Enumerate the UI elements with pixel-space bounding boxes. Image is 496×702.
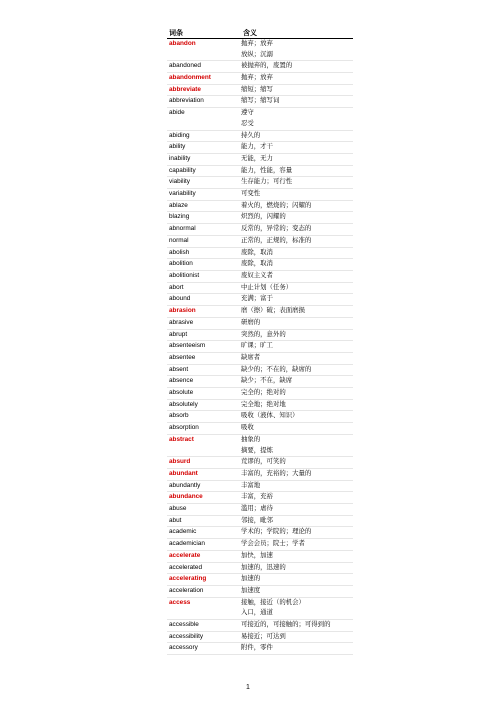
meaning-cell bbox=[241, 504, 353, 515]
term-cell: absenteeism bbox=[169, 342, 206, 350]
meaning-line: 无能，无力 bbox=[241, 154, 273, 162]
meaning-cell bbox=[241, 539, 353, 550]
term-cell: normal bbox=[169, 236, 189, 244]
term-cell: absent bbox=[169, 365, 189, 373]
term-cell: acceleration bbox=[169, 586, 204, 594]
meaning-cell bbox=[241, 469, 353, 480]
meaning-column-header: 含义 bbox=[243, 30, 257, 37]
meaning-cell bbox=[241, 586, 353, 597]
meaning-cell bbox=[241, 248, 353, 259]
table-body bbox=[167, 39, 353, 655]
meaning-cell bbox=[241, 400, 353, 411]
table-row bbox=[167, 353, 353, 365]
table-row bbox=[167, 423, 353, 435]
term-cell: capability bbox=[169, 166, 196, 174]
meaning-line: 吸收（液体、知识） bbox=[241, 412, 299, 420]
meaning-line: 着火的，燃烧的；闪耀的 bbox=[241, 201, 312, 209]
meaning-cell bbox=[241, 73, 353, 84]
meaning-line: 废除，取消 bbox=[241, 248, 273, 256]
meaning-cell bbox=[241, 189, 353, 200]
term-cell: absorb bbox=[169, 412, 189, 420]
meaning-line: 研磨的 bbox=[241, 318, 261, 326]
meaning-cell bbox=[241, 365, 353, 376]
term-cell: abiding bbox=[169, 131, 190, 139]
table-row bbox=[167, 318, 353, 330]
table-row bbox=[167, 224, 353, 236]
meaning-cell bbox=[241, 330, 353, 341]
meaning-line: 炽烈的，闪耀的 bbox=[241, 213, 286, 221]
table-row bbox=[167, 457, 353, 469]
meaning-cell bbox=[241, 598, 353, 619]
meaning-cell bbox=[241, 177, 353, 188]
table-row bbox=[167, 516, 353, 528]
meaning-cell bbox=[241, 411, 353, 422]
meaning-cell bbox=[241, 457, 353, 468]
term-cell: absorption bbox=[169, 424, 199, 432]
meaning-line: 能力，性能，容量 bbox=[241, 166, 293, 174]
meaning-cell bbox=[241, 201, 353, 212]
table-row bbox=[167, 306, 353, 318]
term-cell: absolutely bbox=[169, 400, 198, 408]
table-row bbox=[167, 154, 353, 166]
table-row bbox=[167, 177, 353, 189]
meaning-cell bbox=[241, 154, 353, 165]
table-row bbox=[167, 388, 353, 400]
table-row bbox=[167, 411, 353, 423]
table-row bbox=[167, 620, 353, 632]
table-row bbox=[167, 142, 353, 154]
term-cell: abbreviation bbox=[169, 97, 204, 105]
table-row bbox=[167, 435, 353, 457]
meaning-line: 抛弃；放弃 bbox=[241, 74, 273, 82]
meaning-line: 完全地；绝对地 bbox=[241, 400, 286, 408]
meaning-line: 易接近；可达到 bbox=[241, 632, 286, 640]
meaning-line: 废奴主义者 bbox=[241, 272, 273, 279]
term-cell: variability bbox=[169, 190, 196, 198]
term-cell: abandon bbox=[169, 40, 196, 47]
table-row bbox=[167, 131, 353, 143]
term-cell: ability bbox=[169, 143, 186, 151]
term-cell: abrasion bbox=[169, 307, 196, 315]
meaning-line: 旷课；旷工 bbox=[241, 342, 273, 350]
meaning-line: 充满；富于 bbox=[241, 295, 273, 303]
table-row bbox=[167, 365, 353, 377]
meaning-cell bbox=[241, 376, 353, 387]
table-row bbox=[167, 643, 353, 655]
table-row bbox=[167, 108, 353, 130]
term-cell: access bbox=[169, 598, 191, 606]
meaning-line: 丰富的，充裕的；大量的 bbox=[241, 469, 312, 477]
meaning-cell bbox=[241, 492, 353, 503]
meaning-cell bbox=[241, 259, 353, 270]
meaning-cell bbox=[241, 318, 353, 329]
meaning-cell bbox=[241, 271, 353, 282]
meaning-line: 缺少；不在，缺席 bbox=[241, 377, 293, 385]
term-cell: abundant bbox=[169, 469, 198, 477]
term-cell: abbreviate bbox=[169, 85, 201, 93]
meaning-cell bbox=[241, 563, 353, 574]
meaning-cell bbox=[241, 61, 353, 72]
table-row bbox=[167, 283, 353, 295]
term-cell: abolish bbox=[169, 248, 190, 256]
table-row bbox=[167, 563, 353, 575]
meaning-line: 加速的 bbox=[241, 575, 261, 583]
meaning-line: 正常的，正规的，标准的 bbox=[241, 236, 312, 244]
meaning-cell bbox=[241, 620, 353, 631]
meaning-line: 缩短；缩写 bbox=[241, 85, 273, 93]
term-cell: accelerated bbox=[169, 563, 203, 571]
table-row bbox=[167, 73, 353, 85]
meaning-line: 抽象的 bbox=[241, 435, 261, 443]
meaning-line: 持久的 bbox=[241, 131, 261, 139]
table-row bbox=[167, 574, 353, 586]
table-row bbox=[167, 248, 353, 260]
term-cell: accelerate bbox=[169, 551, 201, 559]
table-row bbox=[167, 492, 353, 504]
table-row bbox=[167, 166, 353, 178]
table-row bbox=[167, 341, 353, 353]
meaning-cell bbox=[241, 85, 353, 96]
meaning-cell bbox=[241, 212, 353, 223]
meaning-line: 缺少的；不在的，缺席的 bbox=[241, 365, 312, 373]
meaning-cell bbox=[241, 574, 353, 585]
table-row bbox=[167, 539, 353, 551]
table-row bbox=[167, 527, 353, 539]
meaning-cell bbox=[241, 435, 353, 456]
page-number: 1 bbox=[246, 684, 250, 691]
table-row bbox=[167, 504, 353, 516]
term-cell: accessory bbox=[169, 644, 198, 652]
meaning-line: 中止计划（任务） bbox=[241, 283, 293, 291]
table-header bbox=[167, 28, 353, 39]
table-row bbox=[167, 189, 353, 201]
meaning-cell bbox=[241, 294, 353, 305]
meaning-cell bbox=[241, 341, 353, 352]
meaning-line: 抛弃；放弃 bbox=[241, 40, 273, 47]
meaning-line: 可接近的，可接触的；可得到的 bbox=[241, 621, 331, 629]
term-cell: blazing bbox=[169, 213, 190, 221]
term-cell: absurd bbox=[169, 458, 191, 466]
term-cell: abandoned bbox=[169, 62, 201, 70]
table-row bbox=[167, 236, 353, 248]
meaning-line: 被抛弃的，废置的 bbox=[241, 62, 293, 70]
term-cell: abolition bbox=[169, 260, 193, 268]
meaning-line: 接触，接近（的机会） bbox=[241, 598, 305, 606]
meaning-line: 生存能力；可行性 bbox=[241, 178, 293, 186]
meaning-line: 能力，才干 bbox=[241, 143, 273, 151]
meaning-line: 附件，零件 bbox=[241, 644, 273, 652]
table-row bbox=[167, 85, 353, 97]
term-cell: abundance bbox=[169, 493, 203, 501]
meaning-line: 加快，加速 bbox=[241, 551, 273, 559]
term-cell: viability bbox=[169, 178, 190, 186]
meaning-line: 吸收 bbox=[241, 424, 254, 432]
term-cell: academician bbox=[169, 540, 205, 548]
term-cell: abstract bbox=[169, 435, 194, 443]
meaning-cell bbox=[241, 224, 353, 235]
meaning-cell bbox=[241, 236, 353, 247]
table-row bbox=[167, 39, 353, 61]
term-cell: accelerating bbox=[169, 575, 207, 583]
term-cell: abundantly bbox=[169, 481, 201, 489]
meaning-line: 学会会员；院士；学者 bbox=[241, 540, 305, 548]
term-cell: inability bbox=[169, 154, 191, 162]
meaning-cell bbox=[241, 283, 353, 294]
meaning-line: 滥用；虐待 bbox=[241, 505, 273, 513]
table-row bbox=[167, 481, 353, 493]
term-cell: abrasive bbox=[169, 318, 194, 326]
meaning-line: 可变性 bbox=[241, 190, 261, 198]
table-row bbox=[167, 271, 353, 283]
term-cell: abuse bbox=[169, 505, 187, 513]
meaning-cell bbox=[241, 643, 353, 654]
term-column-header: 词条 bbox=[169, 30, 183, 37]
meaning-cell bbox=[241, 551, 353, 562]
meaning-line: 荒谬的，可笑的 bbox=[241, 458, 286, 466]
meaning-line: 缺席者 bbox=[241, 353, 261, 361]
meaning-cell bbox=[241, 632, 353, 643]
table-row bbox=[167, 376, 353, 388]
term-cell: abort bbox=[169, 283, 184, 291]
meaning-cell bbox=[241, 108, 353, 129]
term-cell: abound bbox=[169, 295, 191, 303]
meaning-line: 缩写；缩写词 bbox=[241, 97, 280, 105]
term-cell: abnormal bbox=[169, 225, 196, 233]
table-row bbox=[167, 61, 353, 73]
meaning-line: 丰富，充裕 bbox=[241, 493, 273, 501]
meaning-cell bbox=[241, 131, 353, 142]
term-cell: accessibility bbox=[169, 632, 204, 640]
meaning-line: 丰富地 bbox=[241, 481, 261, 489]
table-row bbox=[167, 586, 353, 598]
term-cell: abolitionist bbox=[169, 272, 200, 279]
meaning-line: 加速度 bbox=[241, 586, 261, 594]
term-cell: abandonment bbox=[169, 74, 211, 82]
meaning-cell bbox=[241, 423, 353, 434]
meaning-line: 废除，取消 bbox=[241, 260, 273, 268]
meaning-line: 忍受 bbox=[241, 119, 254, 127]
meaning-cell bbox=[241, 142, 353, 153]
table-row bbox=[167, 632, 353, 644]
term-cell: ablaze bbox=[169, 201, 188, 209]
table-row bbox=[167, 96, 353, 108]
meaning-line: 邻接，毗邻 bbox=[241, 516, 273, 524]
meaning-line: 学术的；学院的；理论的 bbox=[241, 528, 312, 536]
term-cell: absence bbox=[169, 377, 194, 385]
table-row bbox=[167, 400, 353, 412]
meaning-cell bbox=[241, 481, 353, 492]
table-row bbox=[167, 212, 353, 224]
term-cell: absolute bbox=[169, 389, 194, 397]
meaning-line: 放纵；沉溺 bbox=[241, 50, 273, 58]
term-cell: abut bbox=[169, 516, 182, 524]
vocabulary-table bbox=[167, 28, 353, 655]
meaning-cell bbox=[241, 353, 353, 364]
table-row bbox=[167, 201, 353, 213]
meaning-line: 突然的，意外的 bbox=[241, 330, 286, 338]
table-row bbox=[167, 598, 353, 620]
meaning-cell bbox=[241, 96, 353, 107]
meaning-line: 反常的，异常的；变态的 bbox=[241, 225, 312, 233]
meaning-line: 加速的，迅速的 bbox=[241, 563, 286, 571]
meaning-line: 入口，通道 bbox=[241, 609, 273, 617]
term-cell: academic bbox=[169, 528, 197, 536]
meaning-line: 磨（擦）破；表面磨损 bbox=[241, 307, 305, 315]
meaning-line: 摘要，提炼 bbox=[241, 446, 273, 454]
term-cell: accessible bbox=[169, 621, 199, 629]
term-cell: absentee bbox=[169, 353, 196, 361]
meaning-cell bbox=[241, 166, 353, 177]
meaning-cell bbox=[241, 516, 353, 527]
term-cell: abide bbox=[169, 109, 185, 117]
meaning-line: 完全的；绝对的 bbox=[241, 389, 286, 397]
table-row bbox=[167, 330, 353, 342]
meaning-cell bbox=[241, 527, 353, 538]
term-cell: abrupt bbox=[169, 330, 188, 338]
meaning-cell bbox=[241, 306, 353, 317]
table-row bbox=[167, 294, 353, 306]
table-row bbox=[167, 469, 353, 481]
meaning-cell bbox=[241, 39, 353, 60]
meaning-line: 遵守 bbox=[241, 109, 254, 117]
table-row bbox=[167, 551, 353, 563]
table-row bbox=[167, 259, 353, 271]
meaning-cell bbox=[241, 388, 353, 399]
